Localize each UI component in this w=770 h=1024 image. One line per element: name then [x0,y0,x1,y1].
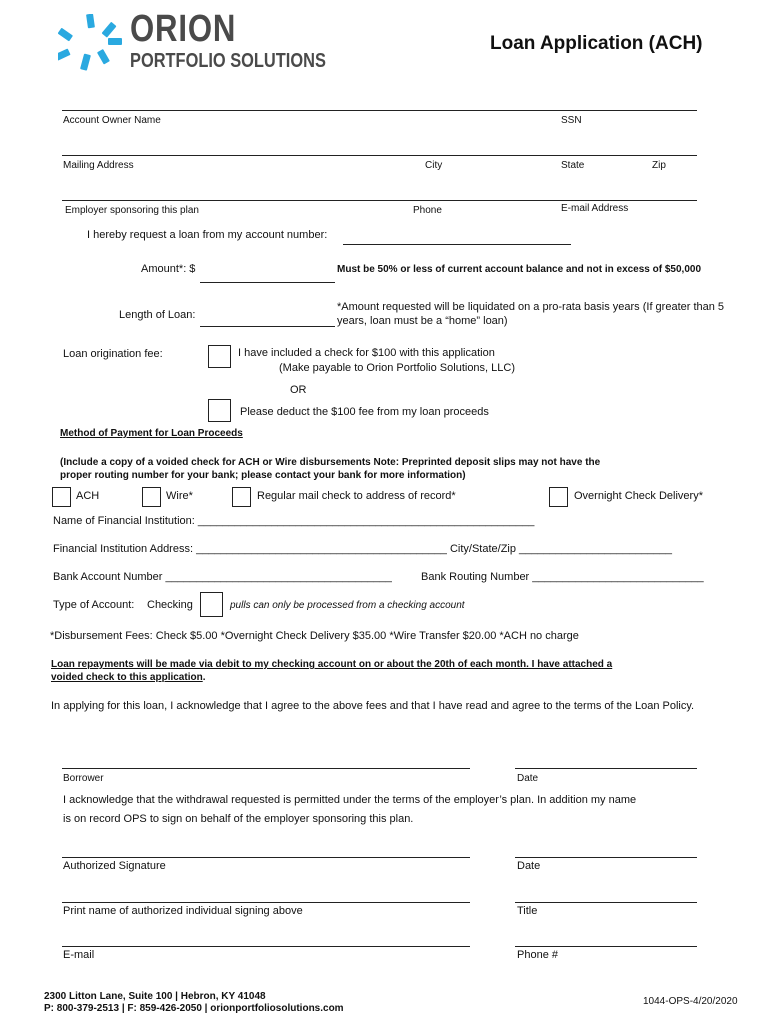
checking-checkbox[interactable] [200,592,223,617]
length-note-line2: years, loan must be a “home” loan) [337,315,508,327]
authorized-signature-line[interactable] [62,857,470,858]
borrower-date-line[interactable] [515,768,697,769]
authorized-date-label: Date [517,860,541,872]
print-name-label: Print name of authorized individual signing above [63,905,303,917]
borrower-label: Borrower [63,773,104,784]
authorized-signature-label: Authorized Signature [63,860,166,872]
footer-address: 2300 Litton Lane, Suite 100 | Hebron, KY 41048 [44,991,266,1002]
wire-checkbox[interactable] [142,487,161,507]
bank-account-number-field[interactable]: Bank Account Number _____________________________________ [53,571,392,583]
phone-line[interactable] [515,946,697,947]
repayment-line2-wrap [51,672,205,683]
wire-label: Wire* [166,490,193,502]
borrower-signature-line[interactable] [62,768,470,769]
authorized-date-line[interactable] [515,857,697,858]
length-note-line1: *Amount requested will be liquidated on a pro-rata basis years (If greater than 5 [337,301,725,313]
length-input-line[interactable] [200,326,335,327]
repayment-line2: voided check to this application [51,672,203,683]
payment-instructions-line1: (Include a copy of a voided check for ACH or Wire disbursements Note: Preprinted deposit slips may not have the [60,457,601,468]
logo-line2: PORTFOLIO SOLUTIONS [130,50,326,72]
amount-input-line[interactable] [200,282,335,283]
logo-line1: ORION [130,8,237,50]
regular-mail-label: Regular mail check to address of record* [257,490,456,502]
employer-ack-line1: I acknowledge that the withdrawal requested is permitted under the terms of the employer’s plan. In addition my name [63,794,637,806]
fee-check-included-checkbox[interactable] [208,345,231,368]
fee-deduct-checkbox[interactable] [208,399,231,422]
overnight-label: Overnight Check Delivery* [574,490,703,502]
checking-note: pulls can only be processed from a checking account [230,600,465,611]
email-address-label: E-mail Address [561,203,629,214]
fee-option1-line1: I have included a check for $100 with this application [238,347,495,359]
state-label: State [561,160,585,171]
overnight-checkbox[interactable] [549,487,568,507]
regular-mail-checkbox[interactable] [232,487,251,507]
fee-acknowledgement: In applying for this loan, I acknowledge that I agree to the above fees and that I have read and agree to the terms of the Loan Policy. [51,700,695,712]
orion-starburst-icon [58,14,128,74]
payment-instructions-line2: proper routing number for your bank; please contact your bank for more information) [60,470,466,481]
orion-logo [58,10,328,74]
print-name-line[interactable] [62,902,470,903]
title-line[interactable] [515,902,697,903]
email-label: E-mail [63,949,95,961]
request-intro: I hereby request a loan from my account number: [87,229,328,241]
amount-note: Must be 50% or less of current account balance and not in excess of $50,000 [337,264,702,275]
repayment-line1: Loan repayments will be made via debit to my checking account on or about the 20th of each month. I have attached a [51,659,613,670]
footer-contact: P: 800-379-2513 | F: 859-426-2050 | orionportfoliosolutions.com [44,1003,344,1014]
bank-routing-number-field[interactable]: Bank Routing Number ____________________________ [421,571,704,583]
account-type-label: Type of Account: [53,599,135,611]
mailing-address-label: Mailing Address [63,160,134,171]
form-code: 1044-OPS-4/20/2020 [643,996,738,1007]
owner-name-line[interactable] [62,110,697,111]
fee-option2: Please deduct the $100 fee from my loan proceeds [240,406,489,418]
phone-label: Phone [413,205,442,216]
employer-ack-line2: is on record OPS to sign on behalf of the employer sponsoring this plan. [63,813,414,825]
fee-label: Loan origination fee: [63,348,163,360]
ach-label: ACH [76,490,100,502]
borrower-date-label: Date [517,773,539,784]
zip-label: Zip [652,160,666,171]
city-label: City [425,160,443,171]
checking-label: Checking [147,599,193,611]
employer-line[interactable] [62,200,697,201]
disbursement-fees: *Disbursement Fees: Check $5.00 *Overnight Check Delivery $35.00 *Wire Transfer $20.00 *ACH no charge [50,630,579,642]
account-owner-name-label: Account Owner Name [63,115,161,126]
mailing-address-line[interactable] [62,155,697,156]
payment-heading: Method of Payment for Loan Proceeds [60,428,243,439]
ach-checkbox[interactable] [52,487,71,507]
or-label: OR [290,384,307,396]
form-title: Loan Application (ACH) [490,33,703,54]
ssn-label: SSN [561,115,582,126]
institution-address-field[interactable]: Financial Institution Address: _________________________________________ City/State/Zip _________________________ [53,543,672,555]
length-label: Length of Loan: [119,309,196,321]
title-label: Title [517,905,538,917]
employer-label: Employer sponsoring this plan [65,205,199,216]
phone-number-label: Phone # [517,949,558,961]
amount-label: Amount*: $ [141,263,196,275]
institution-name-field[interactable]: Name of Financial Institution: _______________________________________________________ [53,515,535,527]
repayment-line2-end: . [202,672,206,683]
fee-option1-line2: (Make payable to Orion Portfolio Solutions, LLC) [279,362,516,374]
email-line[interactable] [62,946,470,947]
account-number-line[interactable] [343,244,571,245]
